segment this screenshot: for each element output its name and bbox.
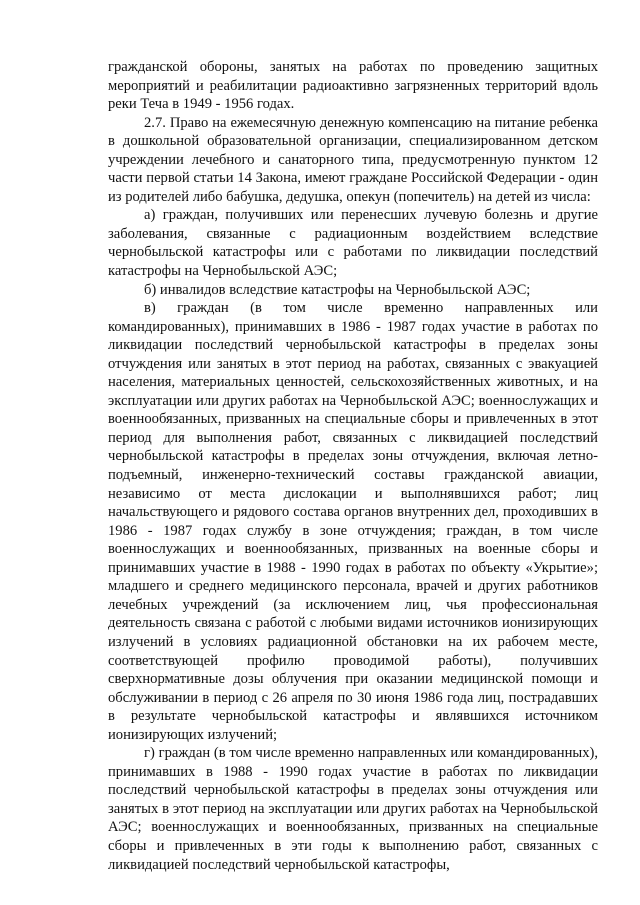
paragraph-continuation: гражданской обороны, занятых на работах по проведению защитных мероприятий и реабилитации радиоактивно загрязненных территорий вдоль реки Теча в 1949 - 1956 годах.: [108, 59, 598, 113]
paragraph-item-v: в) граждан (в том числе временно направленных или командированных), принимавших в 1986 - 1987 годах участие в работах по ликвидации последствий чернобыльской катастрофы в пределах зоны отчуждения или занятых в этот период на работах, связанных с эвакуацией населения, материальных ценностей, сельскохозяйственных животных, и на эксплуатации или других работах на Чернобыльской АЭС; военнослужащих и военнообязанных, призванных на специальные сборы и привлеченных в этот период для выполнения работ, связанных с ликвидацией последствий чернобыльской катастрофы в пределах зоны отчуждения, включая летно-подъемный, инженерно-технический составы гражданской авиации, независимо от места дислокации и выполнявшихся работ; лиц начальствующего и рядового состава органов внутренних дел, проходивших в 1986 - 1987 годах службу в зоне отчуждения; граждан, в том числе военнослужащих и военнообязанных, призванных на военные сборы и принимавших участие в 1988 - 1990 годах в работах по объекту «Укрытие»; младшего и среднего медицинского персонала, врачей и других работников лечебных учреждений (за исключением лиц, чья профессиональная деятельность связана с работой с любыми видами источников ионизирующих излучений в условиях радиационной обстановки на их рабочем месте, соответствующей профилю проводимой работы), получивших сверхнормативные дозы облучения при оказании медицинской помощи и обслуживании в период с 26 апреля по 30 июня 1986 года лиц, пострадавших в результате чернобыльской катастрофы и являвшихся источником ионизирующих излучений;: [108, 300, 598, 743]
paragraph-item-g: г) граждан (в том числе временно направленных или командированных), принимавших в 1988 - 1990 годах участие в работах по ликвидации последствий чернобыльской катастрофы в пределах зоны отчуждения или занятых в этот период на эксплуатации или других работах на Чернобыльской АЭС; военнослужащих и военнообязанных, призванных на специальные сборы и привлеченных в эти годы к выполнению работ, связанных с ликвидацией последствий чернобыльской катастрофы,: [108, 745, 598, 873]
paragraph-item-a: а) граждан, получивших или перенесших лучевую болезнь и другие заболевания, связанные с радиационным воздействием вследствие чернобыльской катастрофы или с работами по ликвидации последствий катастрофы на Чернобыльской АЭС;: [108, 207, 598, 280]
paragraph-2-7: 2.7. Право на ежемесячную денежную компенсацию на питание ребенка в дошкольной образовательной организации, специализированном детском учреждении лечебного и санаторного типа, предусмотренную пунктом 12 части первой статьи 14 Закона, имеют граждане Российской Федерации - один из родителей либо бабушка, дедушка, опекун (попечитель) на детей из числа:: [108, 114, 598, 205]
paragraph-item-b: б) инвалидов вследствие катастрофы на Чернобыльской АЭС;: [144, 281, 531, 298]
document-body: [108, 58, 598, 874]
